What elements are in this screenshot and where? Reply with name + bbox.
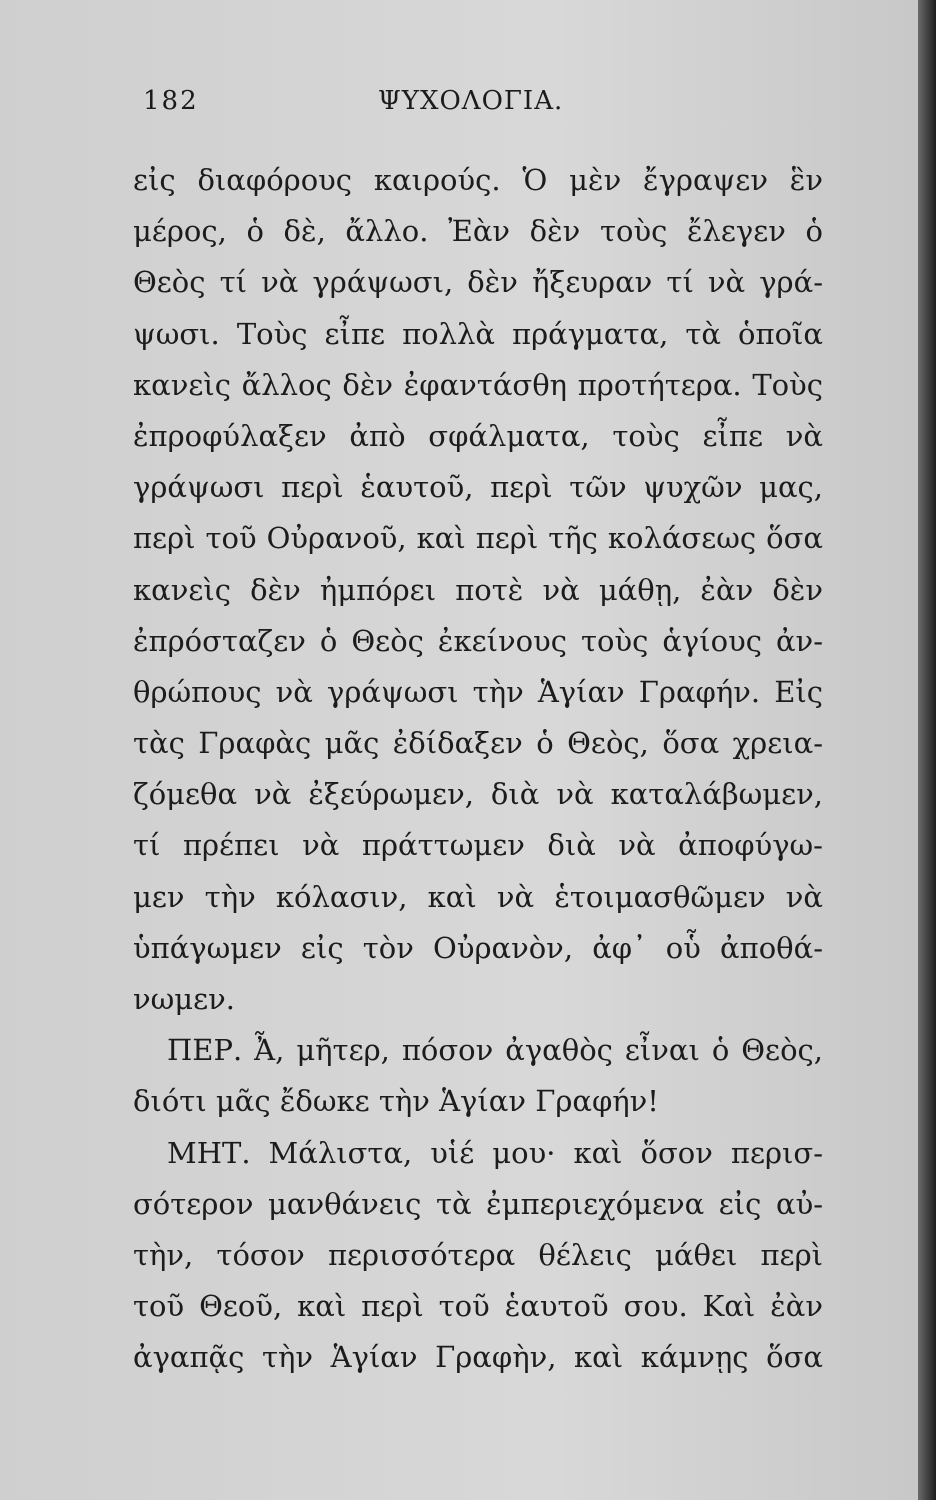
text-line: Θεὸς τί νὰ γράψωσι, δὲν ἤξευραν τί νὰ γρά- <box>133 265 823 300</box>
page-edge <box>918 0 936 1500</box>
body-text <box>133 155 823 1384</box>
text-line: ὑπάγωμεν εἰς τὸν Οὐρανὸν, ἀφ᾽ οὗ ἀποθά- <box>133 930 823 965</box>
text-line: ζόμεθα νὰ ἐξεύρωμεν, διὰ νὰ καταλάβωμεν, <box>133 777 823 812</box>
text-line: ἐπροφύλαξεν ἀπὸ σφάλματα, τοὺς εἶπε νὰ <box>133 418 823 453</box>
page-number: 182 <box>143 86 199 116</box>
text-line: σότερον μανθάνεις τὰ ἐμπεριεχόμενα εἰς αὐ- <box>133 1186 823 1221</box>
page-header <box>143 86 803 126</box>
text-line: ψωσι. Τοὺς εἶπε πολλὰ πράγματα, τὰ ὁποῖα <box>133 316 823 351</box>
dialogue-line-per: ΠΕΡ. Ἆ, μῆτερ, πόσον ἀγαθὸς εἶναι ὁ Θεὸς, <box>167 1033 823 1068</box>
text-line: τί πρέπει νὰ πράττωμεν διὰ νὰ ἀποφύγω- <box>133 828 823 863</box>
text-line: ἐπρόσταζεν ὁ Θεὸς ἐκείνους τοὺς ἁγίους ἀν- <box>133 623 823 658</box>
text-line: τοῦ Θεοῦ, καὶ περὶ τοῦ ἑαυτοῦ σου. Καὶ ἐὰν <box>133 1289 823 1324</box>
text-line: διότι μᾶς ἔδωκε τὴν Ἁγίαν Γραφήν! <box>133 1084 659 1119</box>
running-title: ΨΥΧΟΛΟΓΙΑ. <box>378 86 564 116</box>
text-line: γράψωσι περὶ ἑαυτοῦ, περὶ τῶν ψυχῶν μας, <box>133 470 823 505</box>
text-line: μεν τὴν κόλασιν, καὶ νὰ ἑτοιμασθῶμεν νὰ <box>133 879 823 914</box>
text-line: τὴν, τόσον περισσότερα θέλεις μάθει περὶ <box>133 1237 823 1272</box>
text-line: κανεὶς δὲν ἠμπόρει ποτὲ νὰ μάθῃ, ἐὰν δὲν <box>133 572 823 607</box>
text-line: ἀγαπᾷς τὴν Ἁγίαν Γραφὴν, καὶ κάμνῃς ὅσα <box>133 1340 823 1375</box>
text-line: τὰς Γραφὰς μᾶς ἐδίδαξεν ὁ Θεὸς, ὅσα χρεια- <box>133 726 823 761</box>
text-line: νωμεν. <box>133 982 235 1016</box>
text-line: περὶ τοῦ Οὐρανοῦ, καὶ περὶ τῆς κολάσεως ὅσα <box>133 521 823 556</box>
text-line: κανεὶς ἄλλος δὲν ἐφαντάσθη προτήτερα. Τοὺς <box>133 367 823 402</box>
dialogue-line-mit: ΜΗΤ. Μάλιστα, υἱέ μου· καὶ ὅσον περισ- <box>167 1135 823 1170</box>
text-line: μέρος, ὁ δὲ, ἄλλο. Ἐὰν δὲν τοὺς ἔλεγεν ὁ <box>133 214 823 249</box>
text-line: εἰς διαφόρους καιρούς. Ὁ μὲν ἔγραψεν ἓν <box>133 163 823 197</box>
text-line: θρώπους νὰ γράψωσι τὴν Ἁγίαν Γραφήν. Εἰς <box>133 674 823 709</box>
